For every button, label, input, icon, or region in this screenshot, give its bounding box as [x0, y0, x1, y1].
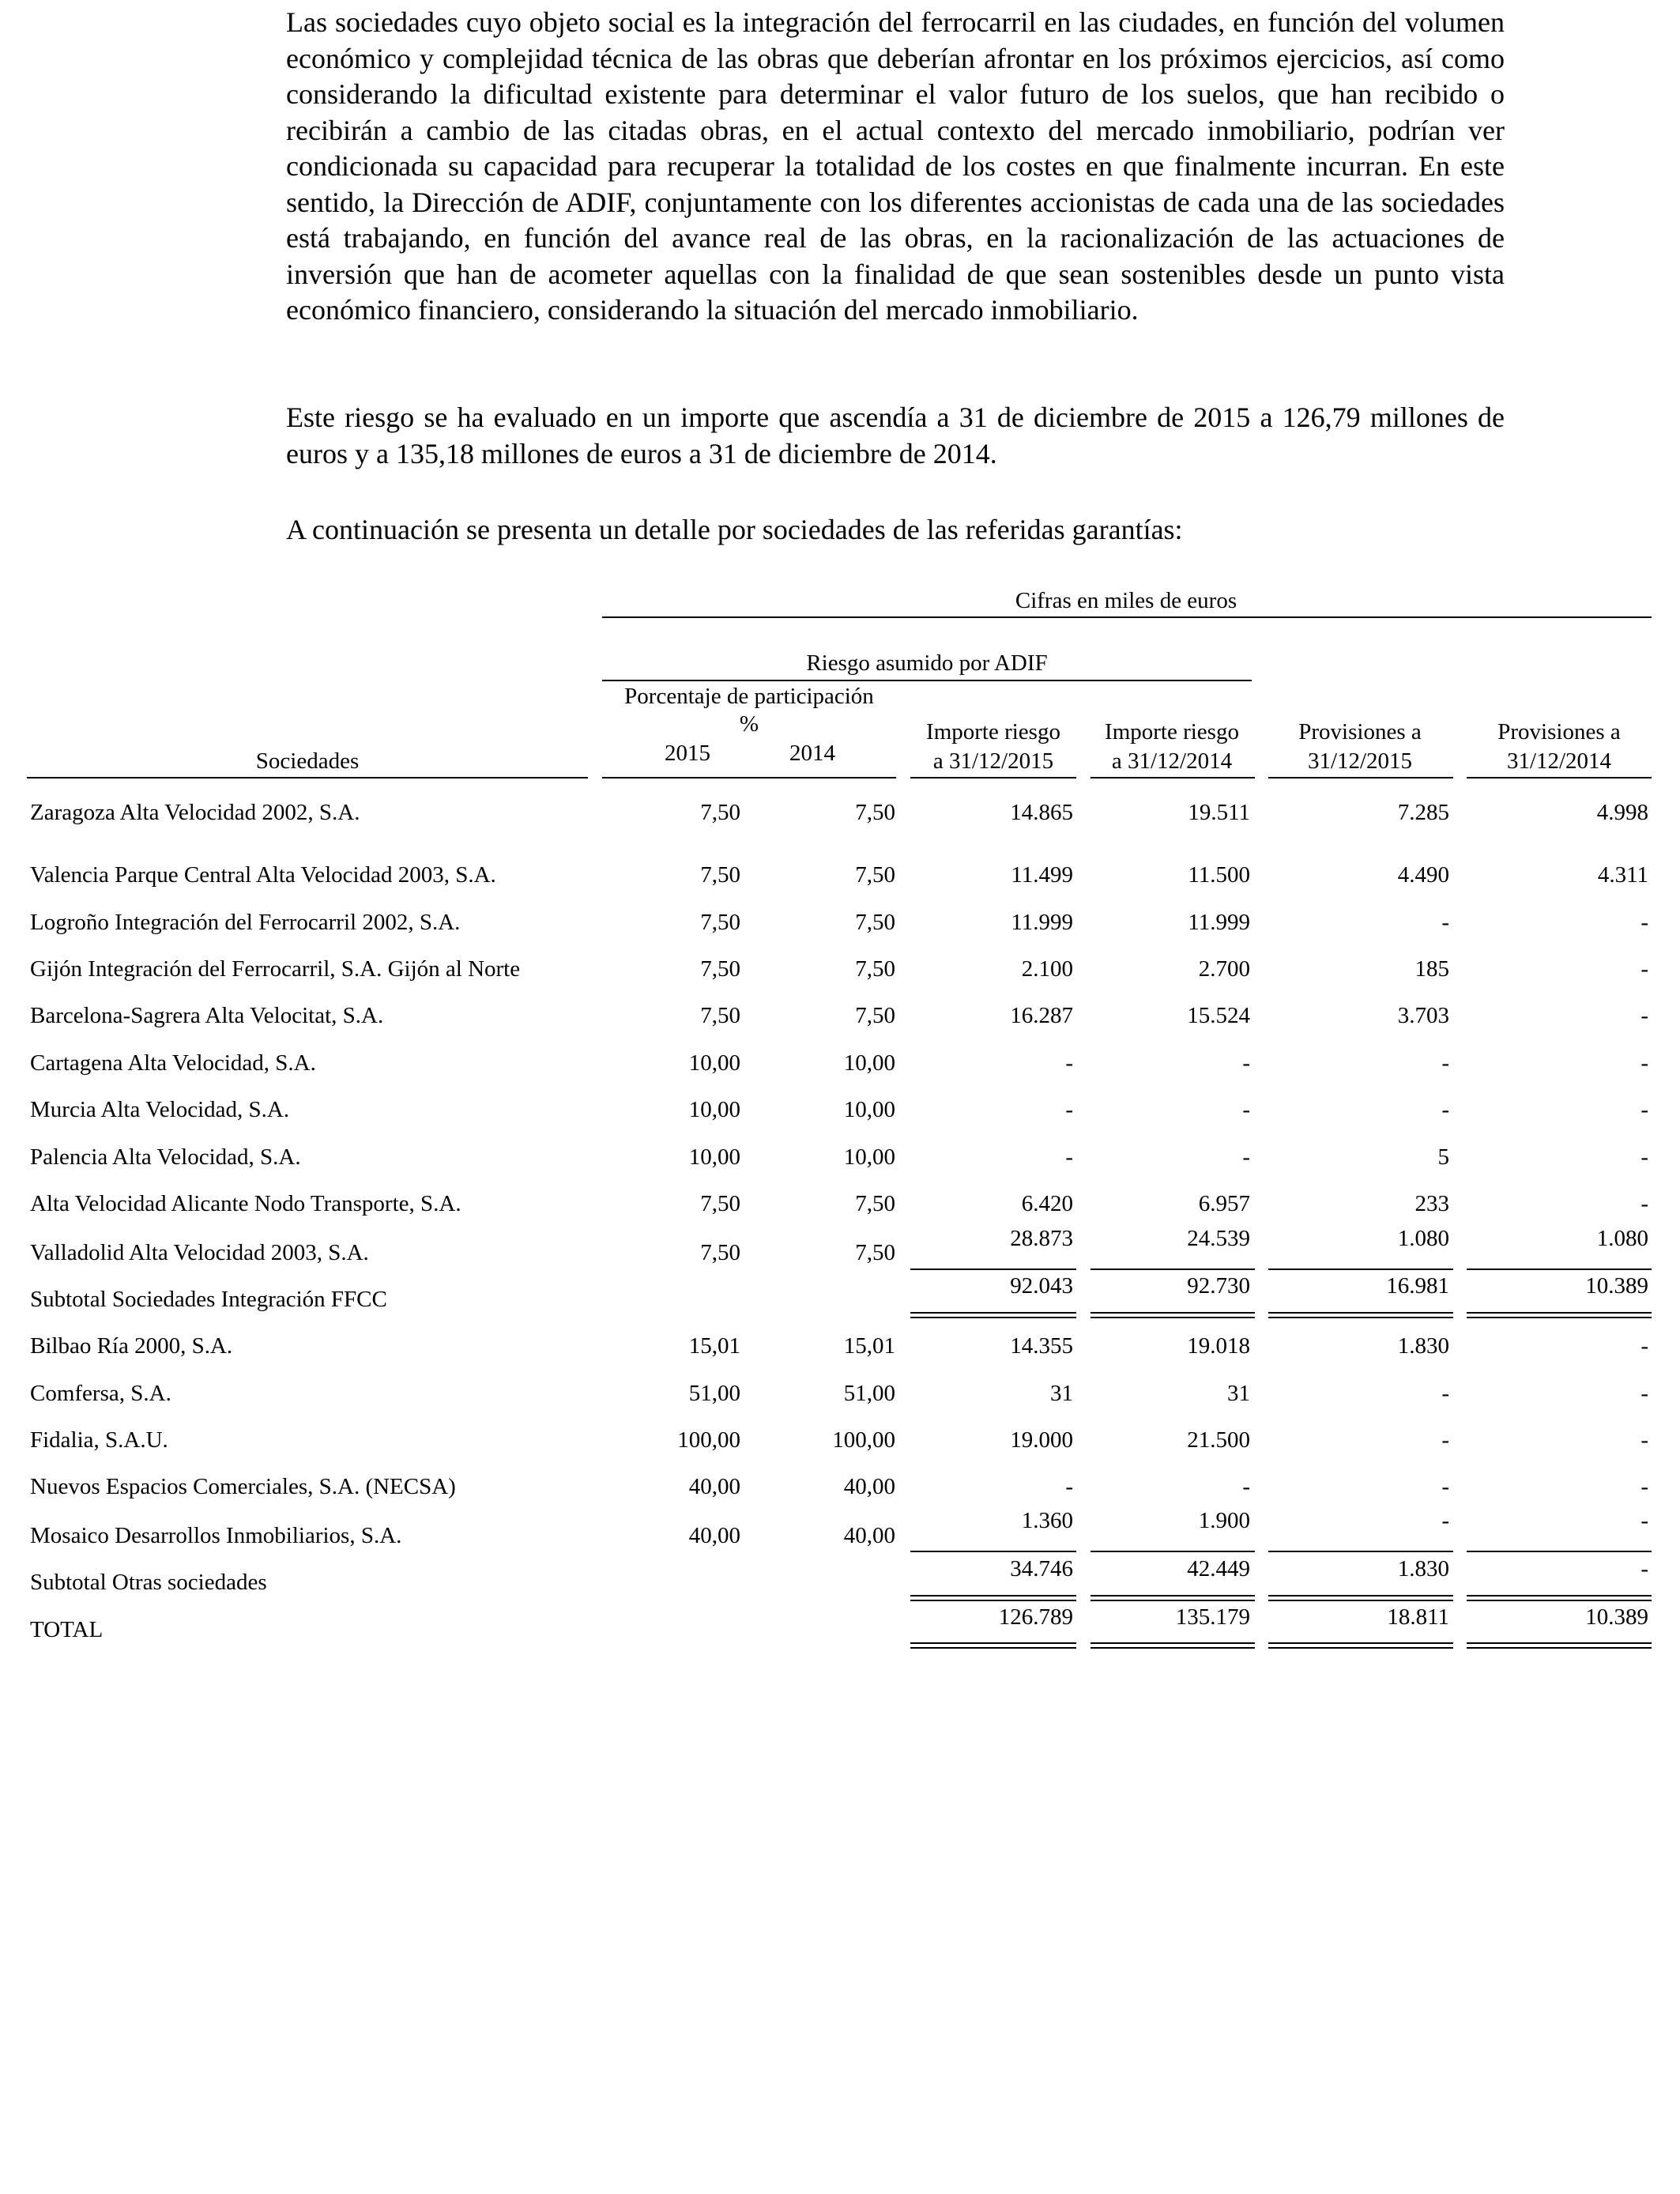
- cell-v15: -: [1441, 910, 1449, 935]
- rule-sub1-prov14: [1467, 1269, 1652, 1270]
- cell-v14: -: [1640, 956, 1648, 982]
- cell-v14: 4.311: [1597, 862, 1648, 888]
- cell-v15: -: [1441, 1508, 1449, 1533]
- cell-r14: 19.018: [1187, 1333, 1250, 1359]
- cell-r14: 42.449: [1187, 1556, 1250, 1581]
- cell-v15: 1.080: [1397, 1226, 1449, 1251]
- drule-total-prov14: [1467, 1642, 1652, 1649]
- cell-r15: 28.873: [1010, 1226, 1073, 1251]
- cell-v15: -: [1441, 1381, 1449, 1406]
- cell-p14: 7,50: [855, 910, 895, 935]
- cell-r14: 92.730: [1187, 1273, 1250, 1299]
- company-name: Mosaico Desarrollos Inmobiliarios, S.A.: [30, 1523, 402, 1548]
- rule-sub2-prov14: [1467, 1551, 1652, 1552]
- company-name: Gijón Integración del Ferrocarril, S.A. Gijón al Norte: [30, 956, 521, 982]
- col-header-risk15-l2: a 31/12/2015: [932, 748, 1054, 774]
- col-header-company: Sociedades: [255, 748, 360, 774]
- cell-r15: 31: [1050, 1381, 1073, 1406]
- company-name: Fidalia, S.A.U.: [30, 1427, 168, 1453]
- cell-v15: 5: [1437, 1144, 1449, 1170]
- cell-p15: 7,50: [700, 1240, 740, 1265]
- cell-p15: 7,50: [700, 1191, 740, 1216]
- cell-v15: 233: [1414, 1191, 1449, 1216]
- cell-r14: 11.999: [1188, 910, 1250, 935]
- cell-v15: -: [1441, 1097, 1449, 1122]
- cell-p15: 100,00: [677, 1427, 740, 1453]
- cell-r15: 1.360: [1021, 1508, 1073, 1533]
- rule-risk15: [910, 777, 1076, 778]
- cell-r15: 2.100: [1021, 956, 1073, 982]
- cell-p15: 15,01: [688, 1333, 740, 1359]
- cell-r15: 6.420: [1021, 1191, 1073, 1216]
- group-rule: [602, 680, 1252, 681]
- cell-r14: 135.179: [1175, 1604, 1250, 1630]
- col-header-risk15-l1: Importe riesgo: [926, 719, 1060, 745]
- drule-sub2-prov15: [1268, 1595, 1453, 1601]
- company-name: Valencia Parque Central Alta Velocidad 2003, S.A.: [30, 862, 496, 888]
- pct-symbol: %: [739, 711, 759, 737]
- cell-v14: -: [1640, 1427, 1648, 1453]
- cell-r14: 6.957: [1198, 1191, 1250, 1216]
- company-name: Valladolid Alta Velocidad 2003, S.A.: [30, 1240, 369, 1265]
- drule-sub1-risk14: [1090, 1312, 1255, 1318]
- company-name: Bilbao Ría 2000, S.A.: [30, 1333, 233, 1359]
- detail-intro-paragraph: A continuación se presenta un detalle por sociedades de las referidas garantías:: [286, 514, 1183, 545]
- cell-p15: 40,00: [688, 1523, 740, 1548]
- cell-v14: -: [1640, 1003, 1648, 1028]
- cell-p14: 7,50: [855, 1240, 895, 1265]
- company-name: Nuevos Espacios Comerciales, S.A. (NECSA): [30, 1474, 456, 1499]
- company-name: Murcia Alta Velocidad, S.A.: [30, 1097, 290, 1122]
- units-caption: Cifras en miles de euros: [1015, 588, 1237, 613]
- cell-r14: 2.700: [1198, 956, 1250, 982]
- drule-sub2-risk14: [1090, 1595, 1255, 1601]
- cell-p14: 7,50: [855, 1003, 895, 1028]
- cell-v15: 7.285: [1397, 800, 1449, 825]
- drule-total-risk15: [910, 1642, 1076, 1649]
- cell-v14: -: [1640, 1333, 1648, 1359]
- drule-sub1-risk15: [910, 1312, 1076, 1318]
- rule-sub2-prov15: [1268, 1551, 1453, 1552]
- drule-sub1-prov15: [1268, 1312, 1453, 1318]
- cell-r15: 34.746: [1010, 1556, 1073, 1581]
- cell-v15: 185: [1414, 956, 1449, 982]
- col-header-2014: 2014: [789, 741, 835, 766]
- company-name: Subtotal Otras sociedades: [30, 1570, 267, 1595]
- cell-p14: 100,00: [832, 1427, 895, 1453]
- cell-p15: 7,50: [700, 1003, 740, 1028]
- company-name: Zaragoza Alta Velocidad 2002, S.A.: [30, 800, 360, 825]
- cell-v14: -: [1640, 1097, 1648, 1122]
- cell-r14: 19.511: [1188, 800, 1250, 825]
- cell-v15: 16.981: [1386, 1273, 1449, 1299]
- cell-v14: -: [1640, 1144, 1648, 1170]
- cell-r14: -: [1242, 1474, 1250, 1499]
- rule-risk14: [1090, 777, 1255, 778]
- cell-p14: 51,00: [843, 1381, 895, 1406]
- cell-v14: 10.389: [1585, 1273, 1648, 1299]
- col-header-prov15-l1: Provisiones a: [1298, 719, 1422, 745]
- company-name: TOTAL: [30, 1617, 104, 1642]
- company-name: Cartagena Alta Velocidad, S.A.: [30, 1050, 316, 1076]
- cell-p15: 10,00: [688, 1050, 740, 1076]
- cell-v14: -: [1640, 1474, 1648, 1499]
- cell-v14: 4.998: [1596, 800, 1648, 825]
- cell-r15: 11.499: [1011, 862, 1073, 888]
- cell-p14: 10,00: [843, 1097, 895, 1122]
- cell-v15: 1.830: [1397, 1556, 1449, 1581]
- cell-r14: 11.500: [1188, 862, 1250, 888]
- cell-v15: 18.811: [1387, 1604, 1449, 1630]
- col-header-2015: 2015: [665, 741, 710, 766]
- col-header-prov15-l2: 31/12/2015: [1307, 748, 1413, 774]
- rule-company: [27, 777, 588, 778]
- cell-p15: 7,50: [700, 862, 740, 888]
- cell-p14: 40,00: [843, 1523, 895, 1548]
- cell-r15: -: [1065, 1050, 1073, 1076]
- drule-total-risk14: [1090, 1642, 1255, 1649]
- rule-pct: [602, 777, 896, 778]
- rule-prov14: [1467, 777, 1652, 778]
- drule-total-prov15: [1268, 1642, 1453, 1649]
- cell-p14: 7,50: [855, 862, 895, 888]
- rule-sub2-risk14: [1090, 1551, 1255, 1552]
- cell-p15: 10,00: [688, 1097, 740, 1122]
- cell-p14: 40,00: [843, 1474, 895, 1499]
- rule-sub1-prov15: [1268, 1269, 1453, 1270]
- cell-p15: 10,00: [688, 1144, 740, 1170]
- cell-r15: 16.287: [1010, 1003, 1073, 1028]
- cell-r15: 92.043: [1010, 1273, 1073, 1299]
- cell-p14: 10,00: [843, 1050, 895, 1076]
- group-header: Riesgo asumido por ADIF: [806, 650, 1048, 676]
- drule-sub2-prov14: [1467, 1595, 1652, 1601]
- company-name: Subtotal Sociedades Integración FFCC: [30, 1287, 387, 1312]
- cell-r15: -: [1065, 1144, 1073, 1170]
- company-name: Palencia Alta Velocidad, S.A.: [30, 1144, 301, 1170]
- rule-sub2-risk15: [910, 1551, 1076, 1552]
- cell-r15: -: [1065, 1474, 1073, 1499]
- cell-p15: 51,00: [688, 1381, 740, 1406]
- cell-r15: 126.789: [998, 1604, 1073, 1630]
- cell-r15: 19.000: [1010, 1427, 1073, 1453]
- cell-p14: 15,01: [843, 1333, 895, 1359]
- cell-v14: -: [1640, 1381, 1648, 1406]
- drule-sub2-risk15: [910, 1595, 1076, 1601]
- cell-r14: 21.500: [1187, 1427, 1250, 1453]
- company-name: Comfersa, S.A.: [30, 1381, 171, 1406]
- cell-v15: 4.490: [1397, 862, 1449, 888]
- cell-v15: 1.830: [1397, 1333, 1449, 1359]
- company-name: Alta Velocidad Alicante Nodo Transporte, S.A.: [30, 1191, 461, 1216]
- cell-v15: 3.703: [1397, 1003, 1449, 1028]
- cell-p15: 40,00: [688, 1474, 740, 1499]
- col-header-prov14-l1: Provisiones a: [1497, 719, 1621, 745]
- cell-p15: 7,50: [700, 800, 740, 825]
- cell-v15: -: [1441, 1474, 1449, 1499]
- col-header-risk14-l1: Importe riesgo: [1105, 719, 1239, 745]
- cell-r15: 11.999: [1011, 910, 1073, 935]
- cell-r15: 14.865: [1010, 800, 1073, 825]
- rule-prov15: [1268, 777, 1453, 778]
- col-header-risk14-l2: a 31/12/2014: [1111, 748, 1233, 774]
- cell-r14: -: [1242, 1097, 1250, 1122]
- pct-header: Porcentaje de participación: [624, 684, 874, 709]
- cell-p14: 7,50: [855, 800, 895, 825]
- cell-r14: 31: [1227, 1381, 1250, 1406]
- cell-p14: 10,00: [843, 1144, 895, 1170]
- cell-p14: 7,50: [855, 1191, 895, 1216]
- cell-r15: 14.355: [1010, 1333, 1073, 1359]
- company-name: Logroño Integración del Ferrocarril 2002, S.A.: [30, 910, 461, 935]
- cell-v15: -: [1441, 1427, 1449, 1453]
- cell-v14: -: [1640, 1508, 1648, 1533]
- cell-r14: 1.900: [1198, 1508, 1250, 1533]
- cell-r14: -: [1242, 1050, 1250, 1076]
- units-rule: [602, 616, 1652, 618]
- cell-v14: -: [1640, 1191, 1648, 1216]
- cell-v15: -: [1441, 1050, 1449, 1076]
- cell-r14: 24.539: [1187, 1226, 1250, 1251]
- cell-v14: 10.389: [1585, 1604, 1648, 1630]
- cell-r15: -: [1065, 1097, 1073, 1122]
- cell-v14: 1.080: [1596, 1226, 1648, 1251]
- company-name: Barcelona-Sagrera Alta Velocitat, S.A.: [30, 1003, 384, 1028]
- cell-v14: -: [1640, 1050, 1648, 1076]
- rule-sub1-risk15: [910, 1269, 1076, 1270]
- intro-paragraph: Las sociedades cuyo objeto social es la integración del ferrocarril en las ciudades, en función del volumen económico y complejidad técnica de las obras que deberían afrontar en los próximos ejercicios, así como considerando la dificultad existente para determinar el valor futuro de los suelos, que han recibido o recibirán a cambio de las citadas obras, en el actual contexto del mercado inmobiliario, podrían ver condicionada su capacidad para recuperar la totalidad de los costes en que finalmente incurran. En este sentido, la Dirección de ADIF, conjuntamente con los diferentes accionistas de cada una de las sociedades está trabajando, en función del avance real de las obras, en la racionalización de las actuaciones de inversión que han de acometer aquellas con la finalidad de que sean sostenibles desde un punto vista económico financiero, considerando la situación del mercado inmobiliario.: [286, 6, 1505, 326]
- col-header-prov14-l2: 31/12/2014: [1506, 748, 1612, 774]
- cell-r14: -: [1242, 1144, 1250, 1170]
- cell-p15: 7,50: [700, 910, 740, 935]
- cell-p14: 7,50: [855, 956, 895, 982]
- drule-sub1-prov14: [1467, 1312, 1652, 1318]
- cell-p15: 7,50: [700, 956, 740, 982]
- cell-v14: -: [1640, 1556, 1648, 1581]
- rule-sub1-risk14: [1090, 1269, 1255, 1270]
- cell-v14: -: [1640, 910, 1648, 935]
- risk-paragraph: Este riesgo se ha evaluado en un importe que ascendía a 31 de diciembre de 2015 a 126,79 millones de euros y a 135,18 millones de euros a 31 de diciembre de 2014.: [286, 401, 1505, 469]
- cell-r14: 15.524: [1187, 1003, 1250, 1028]
